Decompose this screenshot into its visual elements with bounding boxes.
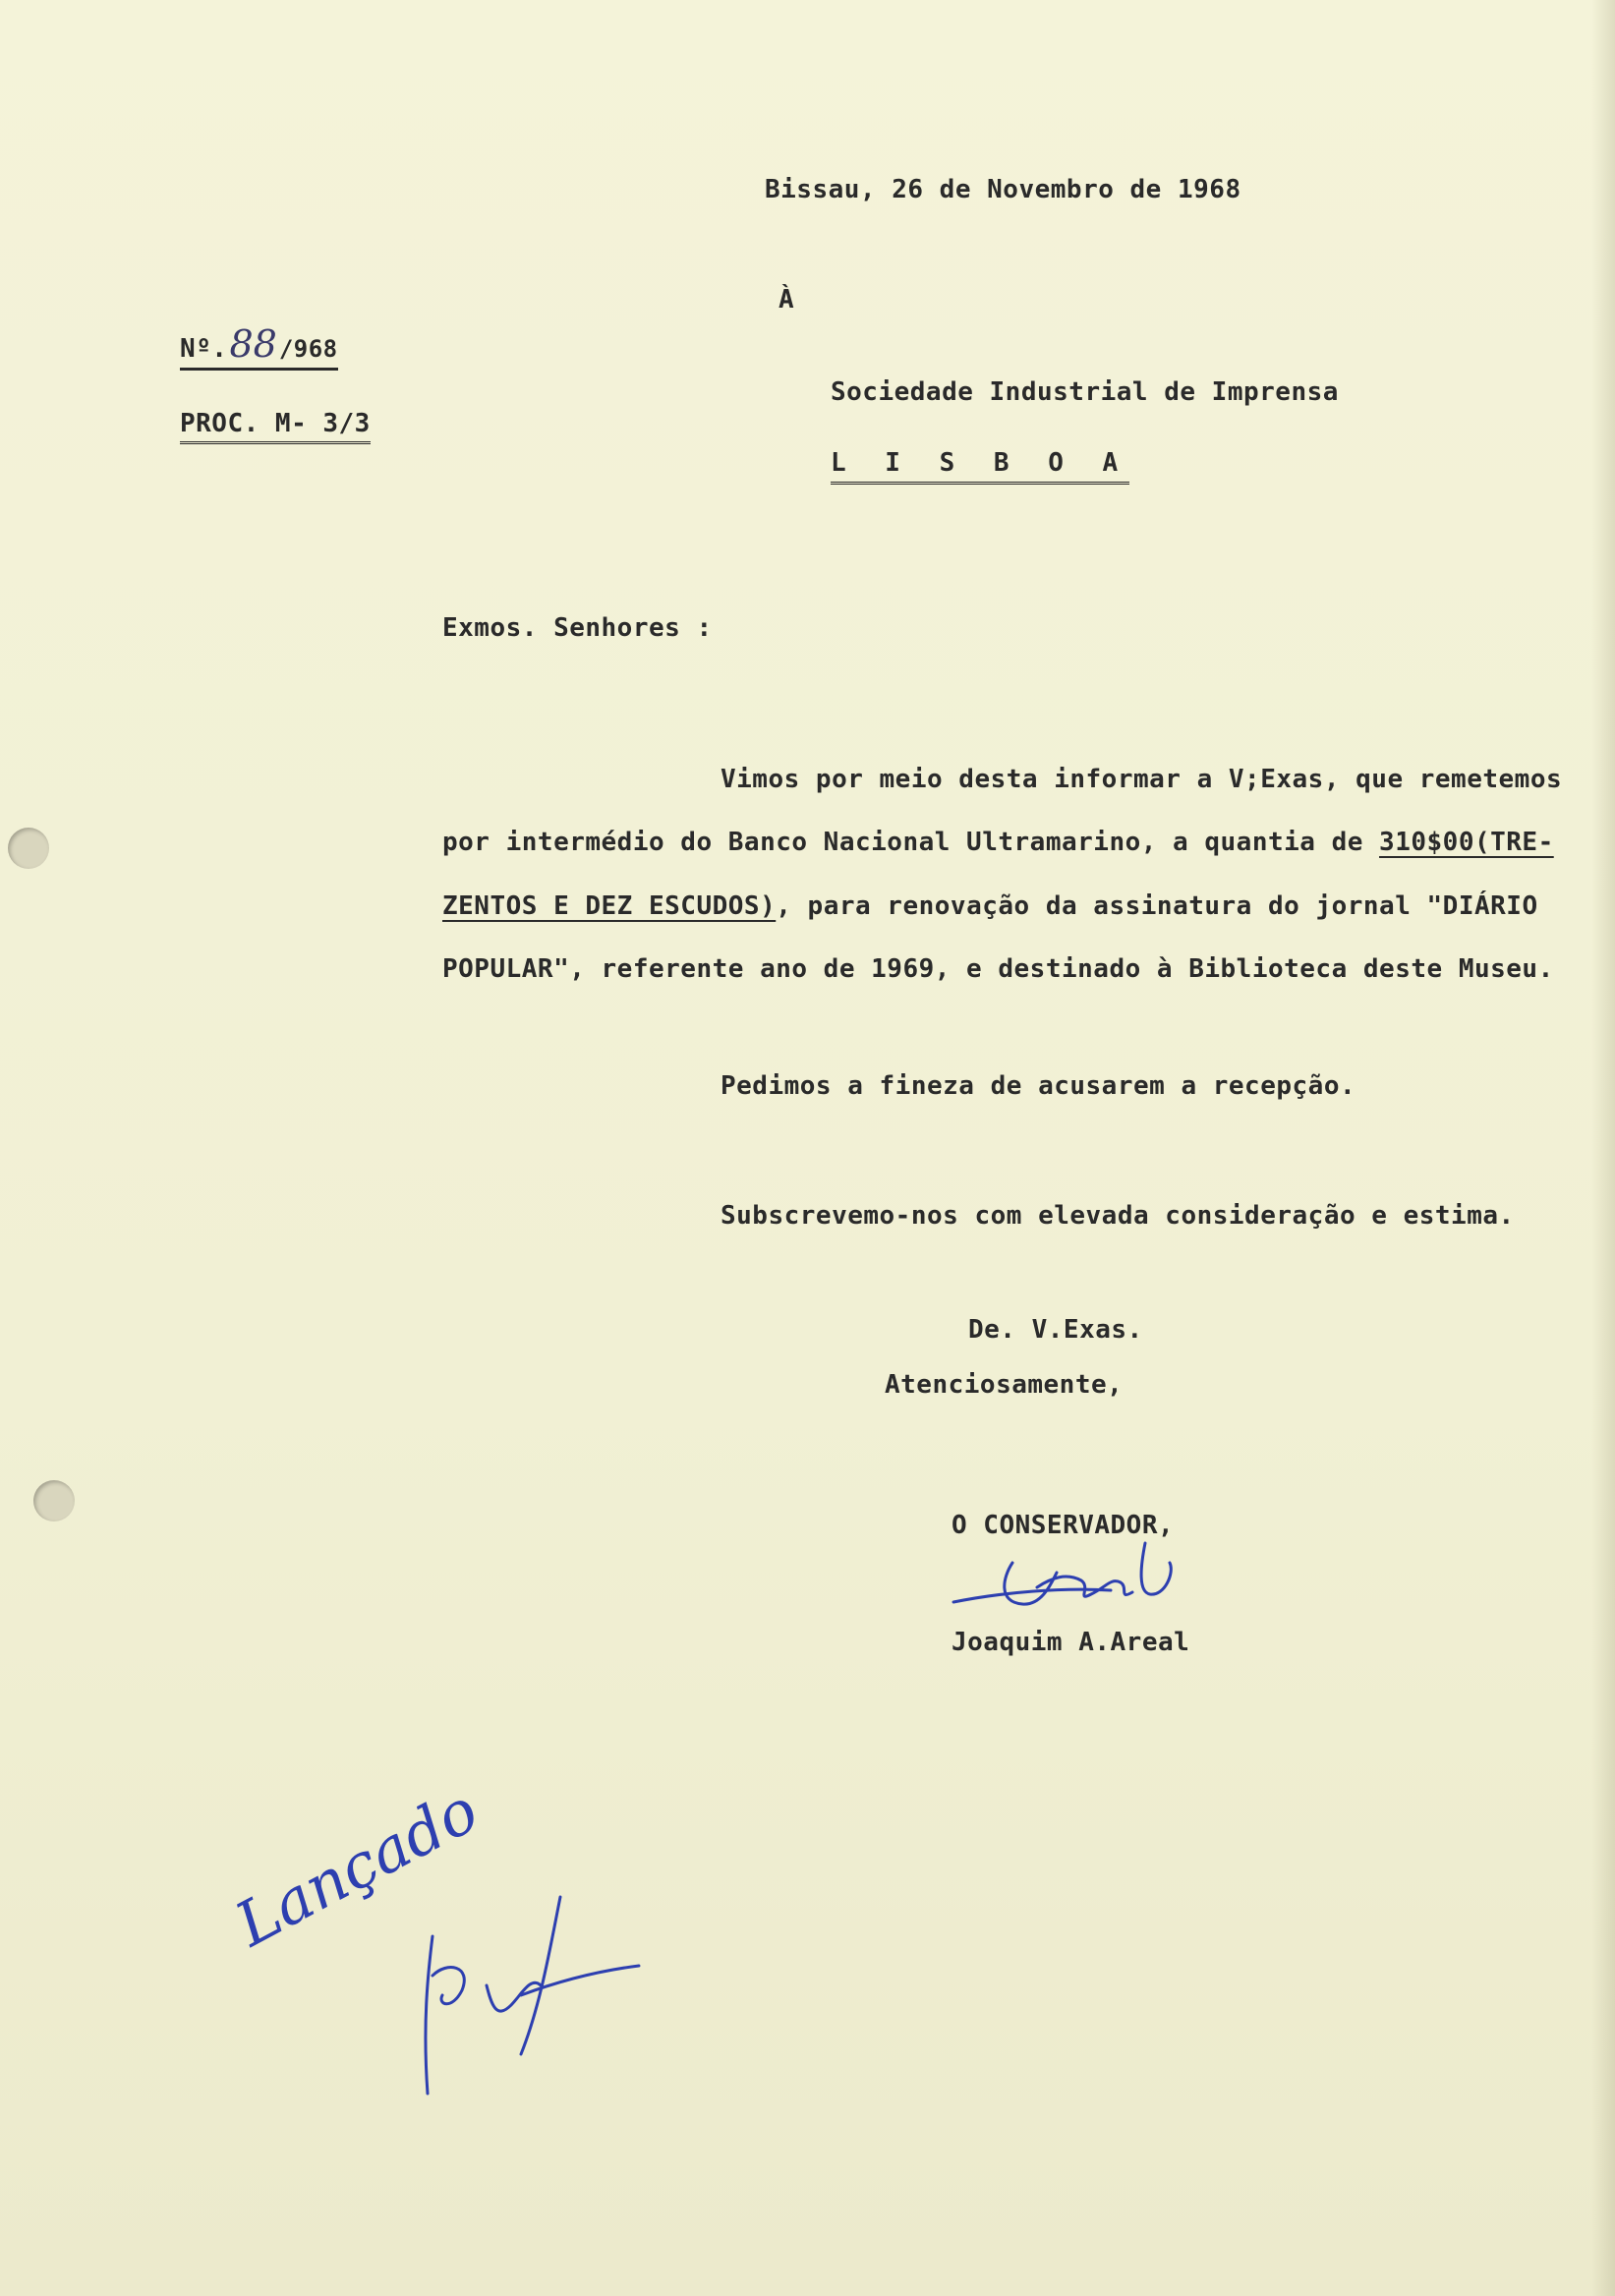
signature-mark <box>944 1533 1219 1632</box>
punch-hole-bottom <box>33 1480 75 1521</box>
paragraph-request: Pedimos a fineza de acusarem a recepção. <box>721 1071 1356 1101</box>
process-number: PROC. M- 3/3 <box>180 409 371 444</box>
closing-line-1: De. V.Exas. <box>968 1315 1143 1345</box>
reference-suffix: /968 <box>278 335 338 363</box>
closing-line-2: Atenciosamente, <box>885 1370 1124 1400</box>
body-line-1: Vimos por meio desta informar a V;Exas, que remetemos <box>721 765 1563 794</box>
body-line-4: POPULAR", referente ano de 1969, e destinado à Biblioteca deste Museu. <box>442 954 1554 984</box>
recipient-city: L I S B O A <box>831 448 1129 485</box>
to-marker: À <box>779 285 795 315</box>
reference-prefix: Nº. <box>180 334 228 364</box>
body-line-3-text: , para renovação da assinatura do jornal "DIÁRIO <box>776 891 1538 921</box>
body-line-2 <box>442 828 1554 857</box>
reference-number <box>180 322 338 371</box>
signatory-name: Joaquim A.Areal <box>952 1628 1190 1657</box>
reference-handwritten-number: 88 <box>229 322 277 366</box>
paper-edge-shadow <box>1591 0 1615 2296</box>
signatory-title: O CONSERVADOR, <box>952 1511 1175 1540</box>
paragraph-regards: Subscrevemo-nos com elevada consideração e estima. <box>721 1201 1515 1231</box>
punch-hole-top <box>8 828 49 869</box>
recipient-name: Sociedade Industrial de Imprensa <box>831 377 1339 407</box>
salutation: Exmos. Senhores : <box>442 613 713 643</box>
place-date: Bissau, 26 de Novembro de 1968 <box>765 175 1241 204</box>
body-line-3 <box>442 891 1538 921</box>
amount-in-words: ZENTOS E DEZ ESCUDOS) <box>442 891 777 921</box>
handwritten-initials <box>393 1867 668 2103</box>
body-line-2-text: por intermédio do Banco Nacional Ultramarino, a quantia de <box>442 828 1380 857</box>
amount: 310$00(TRE- <box>1379 828 1554 857</box>
handwritten-note: Lançado <box>224 1773 490 1961</box>
